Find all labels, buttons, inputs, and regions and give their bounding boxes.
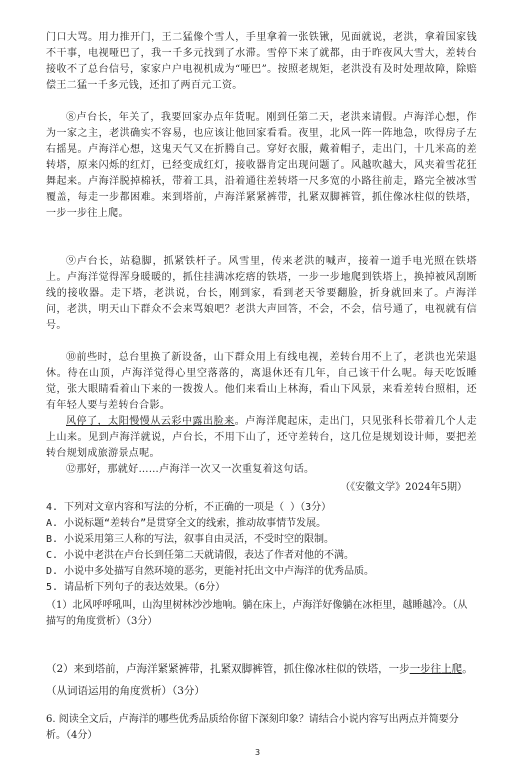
question-4-option-b: B. 小说采用第三人称的写法，叙事自由灵活，不受时空的限制。 <box>46 534 335 545</box>
paragraph-8: ⑧卢台长，年关了，我要回家办点年货呢。刚到任第二天，老洪来请假。卢海洋心想，作为一家之主，老洪确实不容易，也应该让他回家看看。夜里，北风一阵一阵地急，吹得房子左右摇晃。卢海洋心想，这鬼天气又在折腾自己。穿好衣服，戴着帽子，走出门，十几米高的差转塔，原来闪烁的红灯，已经变成红灯，接收器肯定出现问题了。风越吹越大，风夹着雪花狂舞起来。卢海洋脱掉棉袄，带着工具，沿着通往差转塔一尺多宽的小路往前走，路完全被冰雪覆盖，每走一步都困难。来到塔前，卢海洋紧紧裤带，扎紧双脚裤管，抓住像冰柱似的铁塔，一步一步往上爬。 <box>46 112 477 219</box>
paragraph-11 <box>46 414 477 462</box>
question-6-stem: 6. 阅读全文后，卢海洋的哪些优秀品质给你留下深刻印象？请结合小说内容写出两点并简要分析。（4分） <box>46 714 459 741</box>
question-5-item-2 <box>46 658 477 702</box>
question-4-option-a: A. 小说标题“差转台”是贯穿全文的线索，推动故事情节发展。 <box>46 518 327 529</box>
question-4-option-d: D. 小说中多处描写自然环境的恶劣，更能衬托出文中卢海洋的优秀品质。 <box>46 566 375 577</box>
source-citation: （《安徽文学》2024年5期） <box>340 482 467 493</box>
question-4-stem: 4. 下列对文章内容和写法的分析，不正确的一项是（ ）（3分） <box>46 502 332 513</box>
question-4-option-c: C. 小说中老洪在卢台长到任第二天就请假，表达了作者对他的不满。 <box>46 550 355 561</box>
question-5-item-2-text-a: （2）来到塔前，卢海洋紧紧裤带，扎紧双脚裤管，抓住像冰柱似的铁塔，一步 <box>46 663 410 675</box>
paragraph-10: ⑩前些时，总台里换了新设备，山下群众用上有线电视，差转台用不上了，老洪也光荣退休。待在山顶，卢海洋觉得心里空落落的，离退休还有几年，自己该干什么呢。每天吃饭睡觉，张大眼睛看着山下来的一拨拨人。他们来看山上林海，看山下风景，来看差转台照相，还有年轻人要与差转台合影。 <box>46 352 477 411</box>
question-5-item-1: （1）北风呼呼吼叫，山沟里树林沙沙地响。躺在床上，卢海洋好像躺在冰柜里，越睡越冷。（从描写的角度赏析）（3分） <box>46 600 468 627</box>
paragraph-11-rest: 。卢海洋爬起床，走出门，只见张科长带着几个人走上山来。见到卢海洋就说，卢台长，不用下山了，还守差转台，这几位是规划设计师，要把差转台规划成旅游景点呢。 <box>46 416 477 459</box>
question-5-item-2-underlined: 一步往上爬 <box>409 663 463 675</box>
paragraph-12: ⑫那好，那就好……卢海洋一次又一次重复着这句话。 <box>66 464 315 475</box>
paragraph-11-underlined: 风停了，太阳慢慢从云彩中露出脸来 <box>66 416 235 427</box>
page-number: 3 <box>254 748 261 757</box>
paragraph-9: ⑨卢台长，站稳脚，抓紧铁杆子。风雪里，传来老洪的喊声，接着一道手电光照在铁塔上。卢海洋觉得浑身暖暖的，抓住挂满冰疙瘩的铁塔，一步一步地爬到铁塔上，换掉被风刮断线的接收器。走下塔，老洪说，台长，刚到家，看到老天爷要翻脸，折身就回来了。卢海洋问，老洪，明天山下群众不会来骂娘吧？老洪大声回答，不会，不会，信号通了，电视就有信号。 <box>46 256 477 331</box>
paragraph-7-continued: 门口大骂。用力推开门，王二猛像个雪人，手里拿着一张铁锹，见面就说，老洪，拿着国家钱不干事，电视哑巴了，我一千多元找到了水滞。雪停下来了就都，由于昨夜风大雪大，差转台接收不了总台信号，家家户户电视机成为“哑巴”。按照老规矩，老洪没有及时处理故障，除赔偿王二猛一千多元钱，还扣了两百元工资。 <box>46 32 477 91</box>
question-5-stem: 5. 请品析下列句子的表达效果。（6分） <box>46 582 226 593</box>
question-5-item-2-text-b: 。（从词语运用的角度赏析）（3分） <box>46 663 473 697</box>
